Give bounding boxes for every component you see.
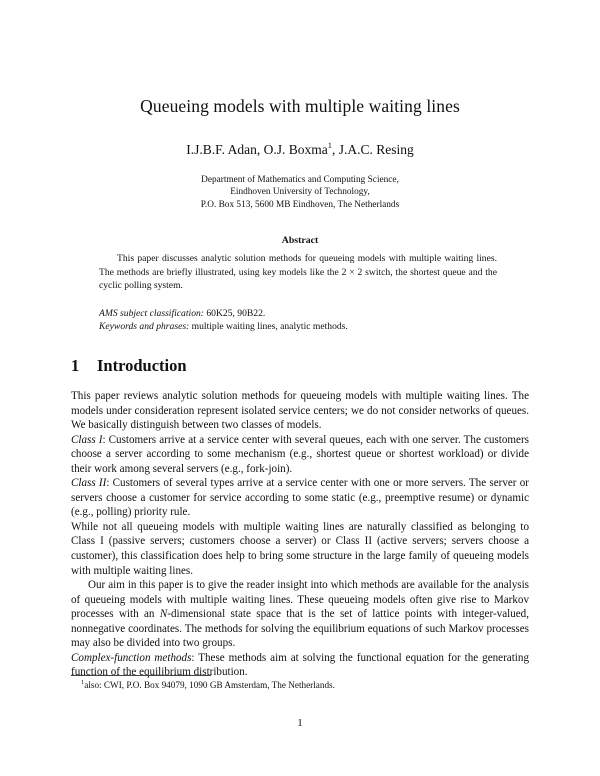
class-one-paragraph (71, 433, 529, 477)
authors-line (0, 142, 600, 158)
ams-classification (99, 307, 499, 320)
affiliation-line: P.O. Box 513, 5600 MB Eindhoven, The Netherlands (200, 199, 400, 210)
classification-block (99, 307, 499, 334)
paragraph: While not all queueing models with multiple waiting lines are naturally classified as belonging to Class I (passive servers; customers choose a server) or Class II (active servers; servers choose a customer), this classification does help to bring some structure in the large family of queueing models with multiple waiting lines. (71, 520, 529, 577)
affiliation-line: Eindhoven University of Technology, (230, 187, 370, 198)
abstract-heading: Abstract (281, 235, 319, 246)
keywords-value: multiple waiting lines, analytic methods. (189, 321, 348, 333)
section-number: 1 (71, 356, 80, 375)
authors-text: I.J.B.F. Adan, O.J. Boxma (186, 142, 328, 157)
section-title: Introduction (97, 356, 187, 375)
paper-title: Queueing models with multiple waiting lines (140, 96, 460, 116)
section-heading (71, 356, 187, 376)
keywords-label: Keywords and phrases: (99, 321, 190, 333)
class-one-text: : Customers arrive at a service center with several queues, each with one server. The customers choose a server according to some mechanism (e.g., shortest queue or shortest workload) or divide their work among several servers (e.g., fork-join). (71, 433, 529, 475)
author-footnote-marker: 1 (327, 140, 332, 150)
aim-text-b: -dimensional state space that is the set of lattice points with integer-valued, nonnegative coordinates. The methods for solving the equilibrium equations of such Markov processes may also be divided into two groups. (71, 608, 529, 650)
class-two-label: Class II (71, 477, 107, 490)
affiliation-block (0, 174, 600, 211)
page-number: 1 (297, 717, 303, 729)
aim-text-a: Our aim in this paper is to give the reader insight into which methods are available for the analysis of queueing models with multiple waiting lines. These queueing models often give rise to Markov processes with an (71, 579, 529, 621)
class-two-text: : Customers of several types arrive at a service center with one or more servers. The server or servers choose a customer for service according to some static (e.g., preemptive resume) or dynamic (e.g., polling) priority rule. (71, 477, 529, 519)
complex-function-text: : These methods aim at solving the functional equation for the generating function of the equilibrium distribution. (71, 651, 529, 679)
class-two-paragraph (71, 476, 529, 520)
affiliation-line: Department of Mathematics and Computing Science, (201, 175, 399, 185)
aim-paragraph (71, 578, 529, 651)
authors-text-tail: , J.A.C. Resing (331, 142, 414, 157)
footnote-rule (71, 675, 211, 676)
body-text (71, 389, 529, 680)
paragraph: This paper reviews analytic solution methods for queueing models with multiple waiting lines. The models under consideration represent isolated service centers; we do not consider networks of queues. We basically distinguish between two classes of models. (71, 390, 529, 432)
class-one-label: Class I (71, 433, 103, 446)
footnote-text: also: CWI, P.O. Box 94079, 1090 GB Amsterdam, The Netherlands. (84, 680, 335, 690)
abstract-text: This paper discusses analytic solution methods for queueing models with multiple waiting lines. The methods are briefly illustrated, using key models like the 2 × 2 switch, the shortest queue and the cyclic polling system. (99, 253, 497, 292)
ams-label: AMS subject classification: (99, 308, 204, 319)
complex-function-label: Complex-function methods (71, 651, 192, 664)
footnote (81, 680, 335, 690)
footnote-marker: 1 (81, 679, 85, 686)
keywords (99, 320, 499, 333)
ams-value: 60K25, 90B22. (203, 308, 266, 319)
aim-n-symbol: N (159, 608, 168, 621)
